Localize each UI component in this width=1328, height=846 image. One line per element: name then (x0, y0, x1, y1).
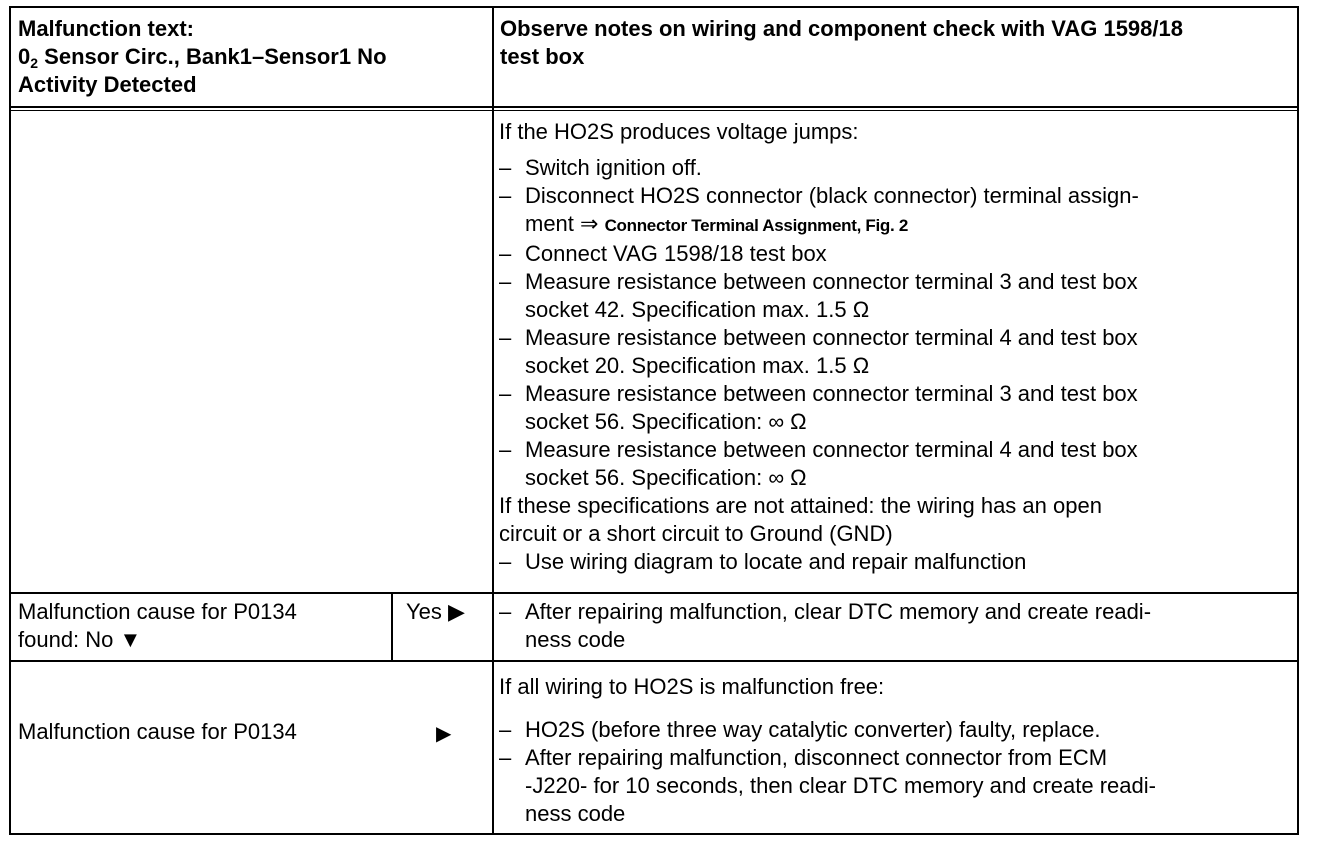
step-text: Measure resistance between connector terminal 3 and test box (525, 381, 1138, 406)
step-text: Disconnect HO2S connector (black connector) terminal assign- (525, 183, 1139, 208)
step-text: Measure resistance between connector terminal 4 and test box (525, 325, 1138, 350)
table-left-border (9, 6, 11, 835)
row2-cause-line2: found: No ▼ (18, 627, 142, 652)
o2-prefix: 0 (18, 44, 31, 69)
step-text: After repairing malfunction, disconnect connector from ECM (525, 745, 1108, 770)
connector-terminal-assignment-link[interactable]: Connector Terminal Assignment, Fig. 2 (604, 216, 909, 235)
step-disconnect-ecm (499, 744, 1294, 828)
step-text: HO2S (before three way catalytic converter) faulty, replace. (525, 717, 1101, 742)
step-measure-4-56 (499, 436, 1294, 492)
step-use-wiring-diagram (499, 548, 1294, 576)
table-right-border (1297, 6, 1299, 835)
step-measure-4-20 (499, 324, 1294, 380)
row1-instructions (499, 118, 1294, 576)
step-text-line2: socket 20. Specification max. 1.5 Ω (525, 353, 870, 378)
row3-left-cell (18, 718, 388, 746)
step-measure-3-56 (499, 380, 1294, 436)
row2-right-cell (499, 598, 1294, 654)
header-left-line3: Activity Detected (18, 72, 197, 97)
step-text: Use wiring diagram to locate and repair malfunction (525, 549, 1027, 574)
step-text-line2: ness code (525, 627, 626, 652)
step-replace-ho2s (499, 716, 1294, 744)
step-text: Switch ignition off. (525, 155, 702, 180)
header-left-line2 (18, 43, 488, 71)
yes-label: Yes ▶ (406, 599, 465, 624)
dash: – (499, 241, 512, 266)
sensor-circuit-text: Sensor Circ., Bank1–Sensor1 No (38, 44, 387, 69)
header-right-cell (500, 15, 1295, 71)
step-text-line2: -J220- for 10 seconds, then clear DTC memory and create readi- (525, 773, 1156, 798)
header-bottom-border-inner (9, 110, 1299, 111)
step-switch-ignition-off (499, 154, 1294, 182)
step-disconnect-connector (499, 182, 1294, 240)
dash: – (499, 745, 512, 770)
table-top-border (9, 6, 1299, 8)
column-divider (492, 6, 494, 835)
row2-yes-cell (406, 598, 490, 626)
row3-intro: If all wiring to HO2S is malfunction free: (499, 674, 885, 699)
header-right-line1: Observe notes on wiring and component check with VAG 1598/18 (500, 16, 1183, 41)
row3-right-cell (499, 673, 1294, 828)
step-text-line2: socket 56. Specification: ∞ Ω (525, 465, 807, 490)
step-text: Connect VAG 1598/18 test box (525, 241, 827, 266)
row2-left-cell (18, 598, 388, 654)
step-text: Measure resistance between connector terminal 3 and test box (525, 269, 1138, 294)
row1-intro: If the HO2S produces voltage jumps: (499, 119, 859, 144)
header-left-line1: Malfunction text: (18, 16, 194, 41)
dash: – (499, 717, 512, 742)
o2-subscript: 2 (30, 55, 39, 71)
header-left-cell (18, 15, 488, 99)
dash: – (499, 381, 512, 406)
step-text-prefix: ment ⇒ (525, 211, 605, 236)
step-text: Measure resistance between connector terminal 4 and test box (525, 437, 1138, 462)
step-connect-test-box (499, 240, 1294, 268)
step-text-line2: socket 42. Specification max. 1.5 Ω (525, 297, 870, 322)
spec-note-line1: If these specifications are not attained: the wiring has an open (499, 493, 1102, 518)
dash: – (499, 599, 512, 624)
spec-note-line2: circuit or a short circuit to Ground (GND) (499, 521, 893, 546)
dash: – (499, 155, 512, 180)
step-text: After repairing malfunction, clear DTC memory and create readi- (525, 599, 1152, 624)
step-text-line2 (525, 210, 1294, 240)
dash: – (499, 183, 512, 208)
row3-arrow-icon: ▶ (436, 723, 452, 745)
header-right-line2: test box (500, 44, 585, 69)
table-bottom-border (9, 833, 1299, 835)
step-text-line2: socket 56. Specification: ∞ Ω (525, 409, 807, 434)
step-text-line3: ness code (525, 801, 626, 826)
dash: – (499, 269, 512, 294)
row2-cause-line1: Malfunction cause for P0134 (18, 599, 297, 624)
row2-bottom-border (9, 660, 1299, 662)
step-clear-dtc-memory (499, 598, 1294, 654)
step-measure-3-42 (499, 268, 1294, 324)
dash: – (499, 437, 512, 462)
row3-cause-text: Malfunction cause for P0134 (18, 719, 297, 744)
dash: – (499, 549, 512, 574)
yes-cell-divider (391, 592, 393, 662)
dash: – (499, 325, 512, 350)
header-bottom-border (9, 106, 1299, 108)
row1-bottom-border (9, 592, 1299, 594)
